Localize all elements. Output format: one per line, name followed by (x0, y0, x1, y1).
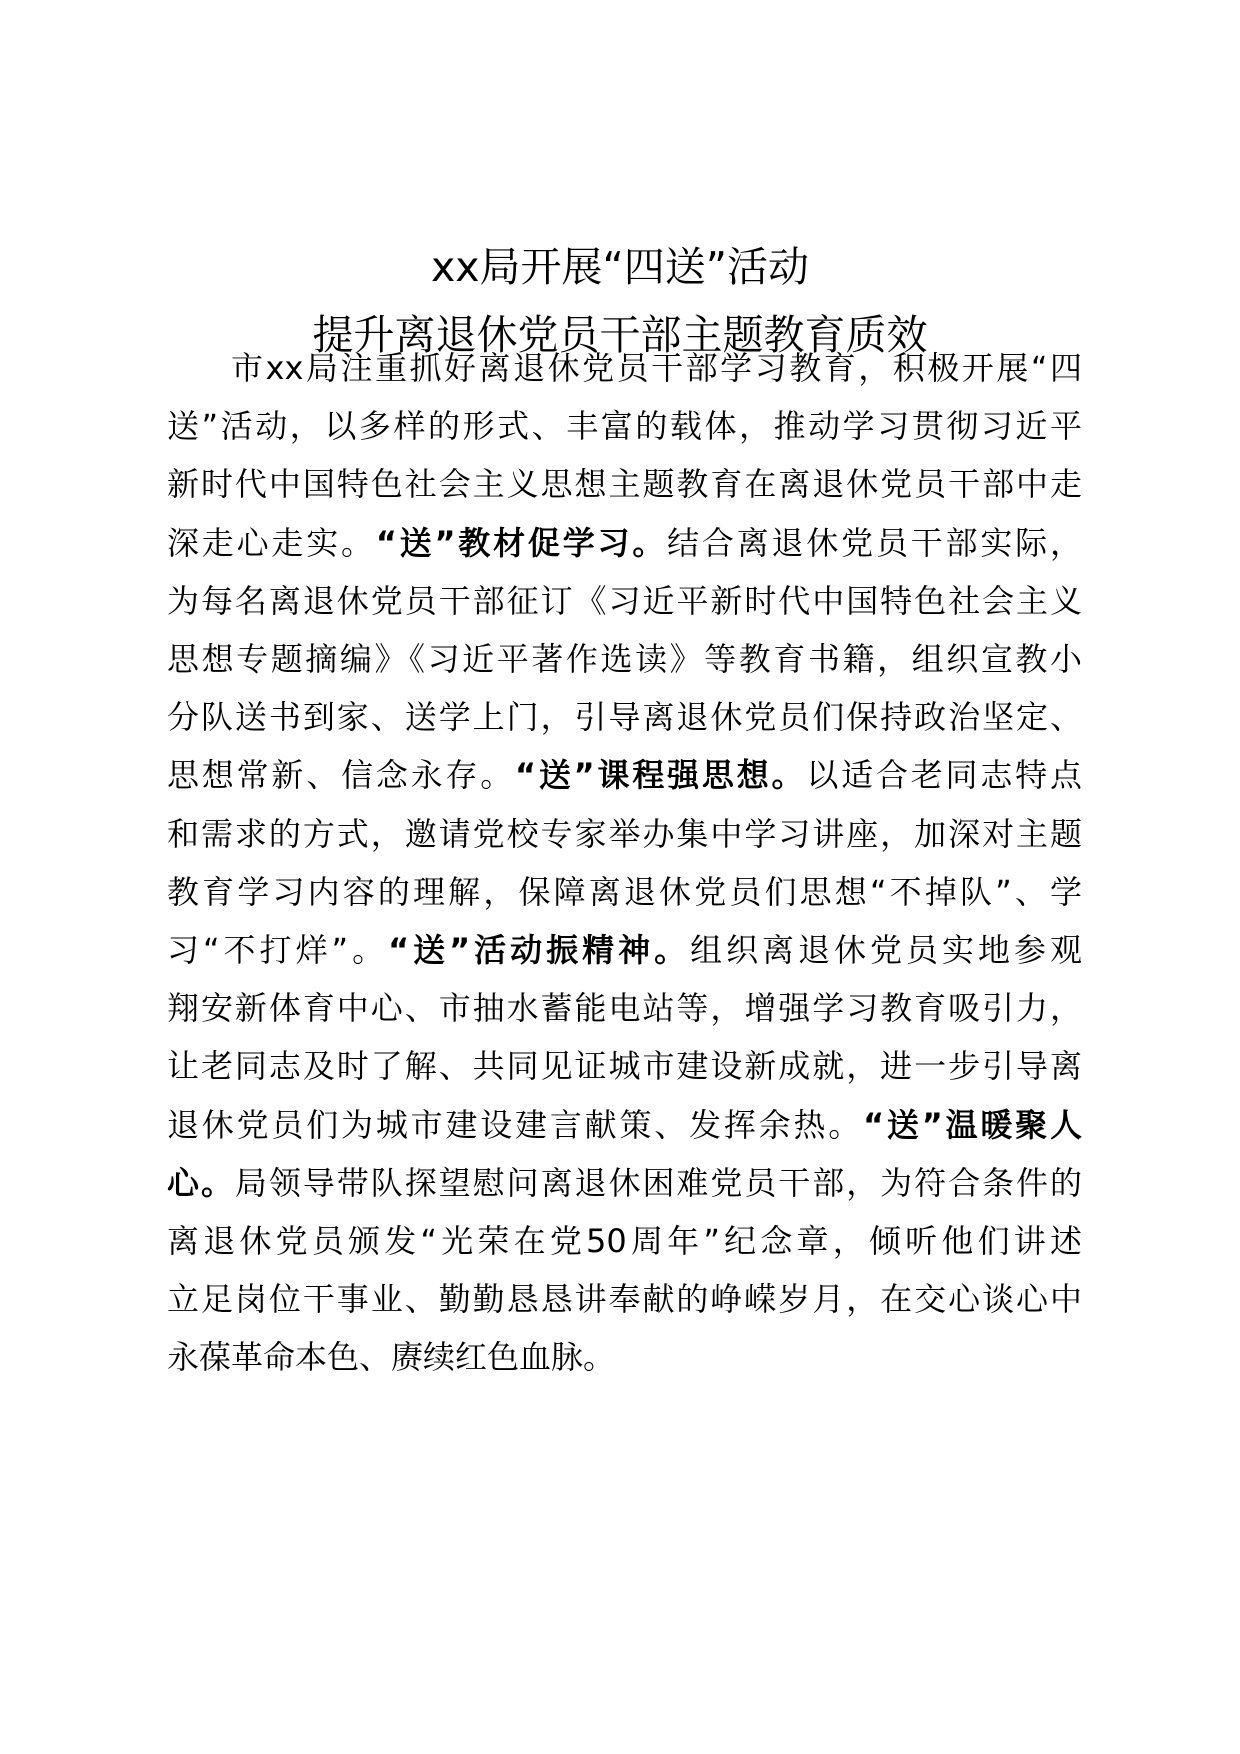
body-line (167, 925, 1082, 975)
body-line (167, 459, 1082, 509)
body-line (167, 1332, 1082, 1382)
body-line-text: 新时代中国特色社会主义思想主题教育在离退休党员干部中走 (167, 465, 1082, 504)
body-line-text: 离退休党员颁发“光荣在党50周年”纪念章，倾听他们讲述 (167, 1222, 1082, 1260)
body-line (167, 1100, 1082, 1150)
body-line-bold-text: “送”活动振精神。 (388, 931, 691, 969)
body-line (167, 983, 1082, 1033)
body-line (167, 401, 1082, 451)
body-line (167, 692, 1082, 742)
body-line (167, 1158, 1082, 1208)
document-title-line-2: 提升离退休党员干部主题教育质效 (312, 311, 928, 359)
body-line-text: 永葆革命本色、赓续红色血脉。 (167, 1338, 616, 1377)
body-line (167, 518, 1082, 568)
body-line-text: 翔安新体育中心、市抽水蓄能电站等，增强学习教育吸引力， (167, 989, 1082, 1028)
body-line-text: 送”活动，以多样的形式、丰富的载体，推动学习贯彻习近平 (167, 407, 1082, 446)
body-line-text: 立足岗位干事业、勤勤恳恳讲奉献的峥嵘岁月，在交心谈心中 (167, 1280, 1082, 1319)
body-line-text: 结合离退休党员干部实际， (667, 523, 1082, 562)
body-line-text: 思想常新、信念永存。 (167, 756, 516, 795)
body-line-text: 退休党员们为城市建设建言献策、发挥余热。 (167, 1105, 864, 1144)
body-line-text: 为每名离退休党员干部征订《习近平新时代中国特色社会主义 (167, 581, 1082, 620)
body-line-text: 教育学习内容的理解，保障离退休党员们思想“不掉队”、学 (167, 872, 1082, 911)
body-line (167, 809, 1082, 859)
body-line (167, 867, 1082, 917)
body-line (167, 343, 1082, 393)
body-line-text: 和需求的方式，邀请党校专家举办集中学习讲座，加深对主题 (167, 814, 1082, 853)
body-line-text: 局领导带队探望慰问离退休困难党员干部，为符合条件的 (234, 1163, 1082, 1202)
body-line-text: 让老同志及时了解、共同见证城市建设新成就，进一步引导离 (167, 1047, 1082, 1086)
body-line-text: 市xx局注重抓好离退休党员干部学习教育，积极开展“四 (231, 349, 1082, 387)
body-line-text: 分队送书到家、送学上门，引导离退休党员们保持政治坚定、 (167, 698, 1082, 737)
body-line (167, 1041, 1082, 1091)
body-line (167, 1216, 1082, 1266)
body-line-bold-text: “送”温暖聚人 (863, 1105, 1082, 1144)
body-line-text: 以适合老同志特点 (806, 756, 1082, 795)
body-line-bold-text: 心。 (167, 1163, 235, 1202)
document-title-line-1: xx局开展“四送”活动 (430, 243, 809, 291)
body-line (167, 750, 1082, 800)
body-line-text: 深走心走实。 (167, 523, 376, 562)
body-line (167, 576, 1082, 626)
body-line-text: 习“不打烊”。 (167, 931, 389, 969)
body-line-bold-text: “送”课程强思想。 (515, 756, 807, 795)
body-line (167, 634, 1082, 684)
body-line (167, 1274, 1082, 1324)
body-line-text: 思想专题摘编》《习近平著作选读》等教育书籍，组织宣教小 (167, 640, 1082, 678)
body-line-bold-text: “送”教材促学习。 (375, 523, 668, 562)
body-line-text: 组织离退休党员实地参观 (690, 931, 1082, 969)
